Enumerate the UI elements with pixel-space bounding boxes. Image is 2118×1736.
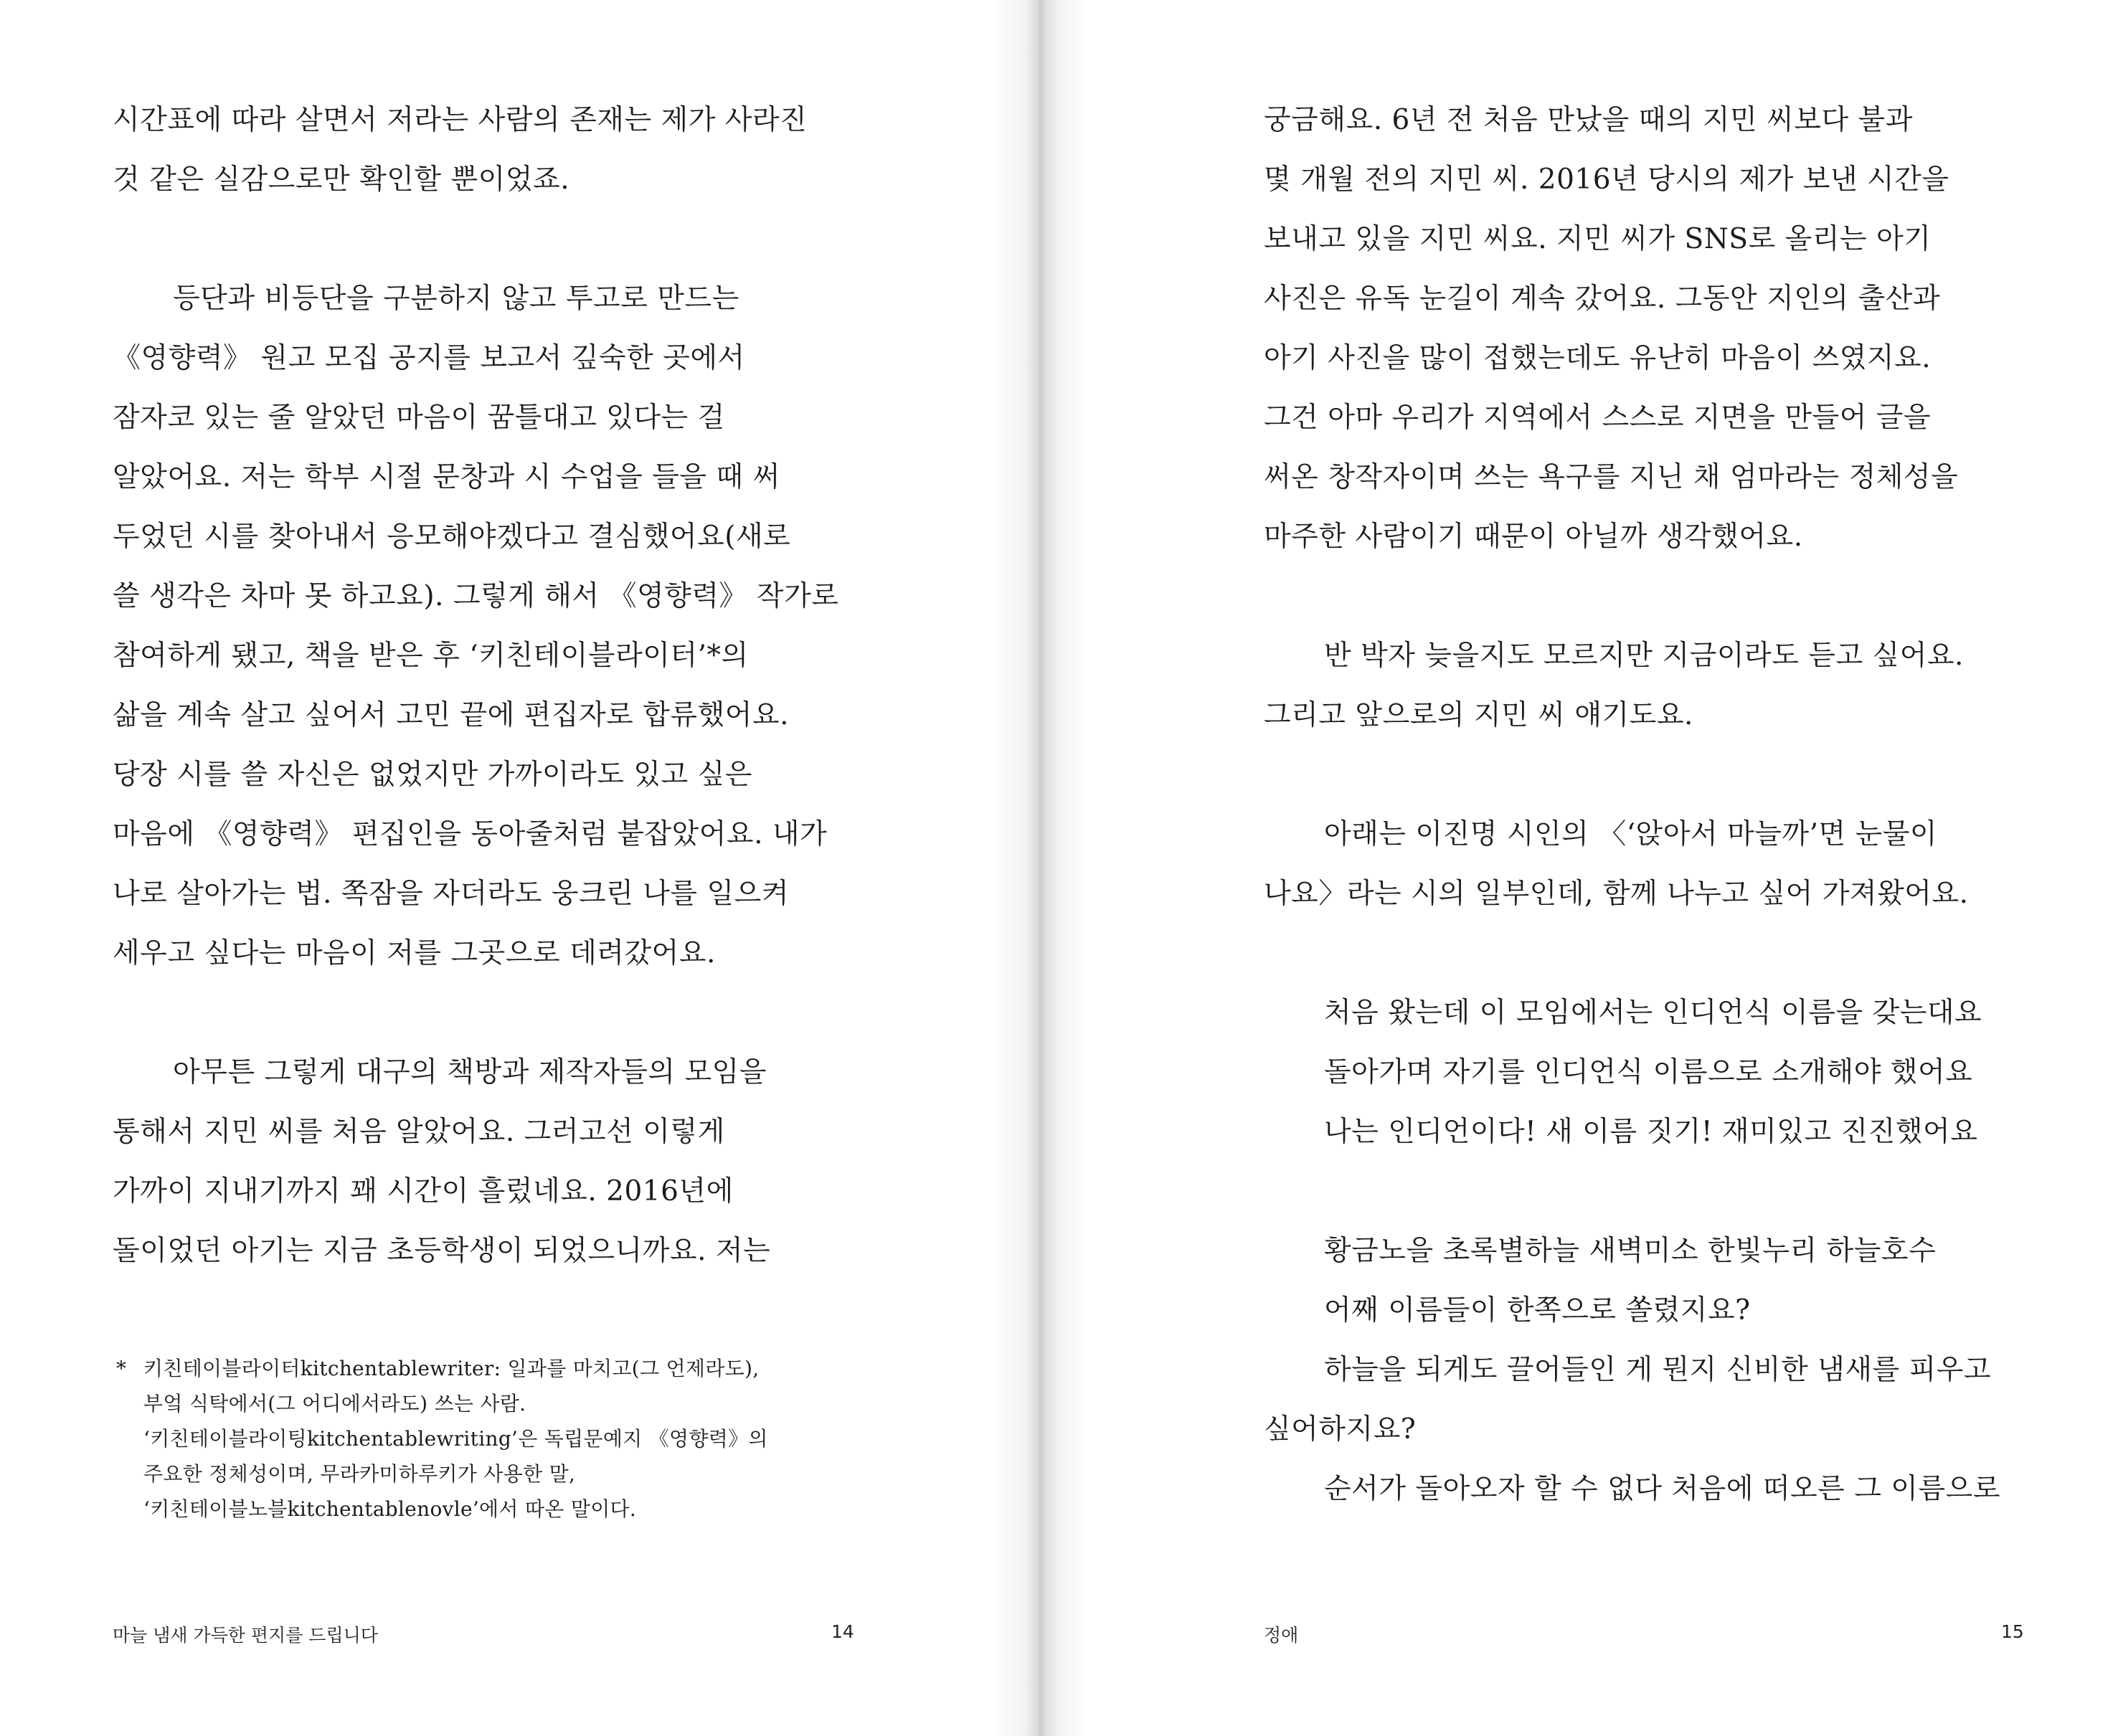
- paragraph-gap: [1264, 566, 2000, 626]
- running-title-left: 마늘 냄새 가득한 편지를 드립니다: [113, 1625, 378, 1646]
- body-line: 써온 창작자이며 쓰는 욕구를 지닌 채 엄마라는 정체성을: [1264, 461, 1959, 493]
- poem-line: 싶어하지요?: [1264, 1413, 1417, 1446]
- body-line: 반 박자 늦을지도 모르지만 지금이라도 듣고 싶어요.: [1324, 640, 1964, 672]
- page-number-left: 14: [831, 1621, 854, 1642]
- body-line: 삶을 계속 살고 싶어서 고민 끝에 편집자로 합류했어요.: [113, 699, 790, 731]
- body-line: 아무튼 그렇게 대구의 책방과 제작자들의 모임을: [173, 1056, 767, 1088]
- footnote-line: ‘키친테이블노블kitchentablenovle’에서 따온 말이다.: [143, 1497, 637, 1521]
- paragraph-gap: [113, 209, 838, 269]
- body-line: 궁금해요. 6년 전 처음 만났을 때의 지민 씨보다 불과: [1264, 104, 1913, 136]
- paragraph-gap: [1264, 1162, 2000, 1221]
- body-line: 쓸 생각은 차마 못 하고요). 그렇게 해서 《영향력》 작가로: [113, 580, 839, 612]
- footnote-mark: *: [116, 1357, 127, 1380]
- footnote-line: ‘키친테이블라이팅kitchentablewriting’은 독립문예지 《영향력》의: [143, 1427, 768, 1451]
- body-line: 그건 아마 우리가 지역에서 스스로 지면을 만들어 글을: [1264, 402, 1932, 434]
- running-title-right: 정애: [1264, 1625, 1299, 1646]
- body-line: 《영향력》 원고 모집 공지를 보고서 깊숙한 곳에서: [113, 342, 745, 374]
- body-line: 잠자코 있는 줄 알았던 마음이 꿈틀대고 있다는 걸: [113, 402, 725, 434]
- right-body-text: [1264, 90, 2000, 1519]
- body-line: 마주한 사람이기 때문이 아닐까 생각했어요.: [1264, 521, 1803, 553]
- body-line: 통해서 지민 씨를 처음 알았어요. 그러고선 이렇게: [113, 1116, 725, 1148]
- body-line: 나요〉라는 시의 일부인데, 함께 나누고 싶어 가져왔어요.: [1264, 878, 1969, 910]
- poem-line: 하늘을 되게도 끌어들인 게 뭔지 신비한 냄새를 피우고: [1324, 1354, 1992, 1386]
- body-line: 등단과 비등단을 구분하지 않고 투고로 만드는: [173, 283, 739, 315]
- body-line: 아기 사진을 많이 접했는데도 유난히 마음이 쓰였지요.: [1264, 342, 1932, 374]
- body-line: 두었던 시를 찾아내서 응모해야겠다고 결심했어요(새로: [113, 521, 791, 553]
- body-line: 참여하게 됐고, 책을 받은 후 ‘키친테이블라이터’*의: [113, 640, 749, 672]
- footnote-line: 부엌 식탁에서(그 어디에서라도) 쓰는 사람.: [143, 1392, 526, 1415]
- body-line: 몇 개월 전의 지민 씨. 2016년 당시의 제가 보낸 시간을: [1264, 163, 1949, 196]
- body-line: 마음에 《영향력》 편집인을 동아줄처럼 붙잡았어요. 내가: [113, 818, 828, 850]
- footnote-body: [143, 1351, 768, 1527]
- poem-line: 황금노을 초록별하늘 새벽미소 한빛누리 하늘호수: [1324, 1235, 1937, 1267]
- paragraph-gap: [1264, 924, 2000, 983]
- footnote: [116, 1351, 768, 1527]
- body-line: 나로 살아가는 법. 쪽잠을 자더라도 웅크린 나를 일으켜: [113, 878, 790, 910]
- page-number-right: 15: [2001, 1621, 2024, 1642]
- body-line: 당장 시를 쓸 자신은 없었지만 가까이라도 있고 싶은: [113, 759, 752, 791]
- body-line: 알았어요. 저는 학부 시절 문창과 시 수업을 들을 때 써: [113, 461, 780, 493]
- left-page: [0, 0, 1033, 1736]
- footnote-line: 키친테이블라이터kitchentablewriter: 일과를 마치고(그 언제라도),: [143, 1357, 760, 1380]
- footnote-line: 주요한 정체성이며, 무라카미하루키가 사용한 말,: [143, 1462, 576, 1486]
- poem-line: 처음 왔는데 이 모임에서는 인디언식 이름을 갖는대요: [1324, 997, 1982, 1029]
- paragraph-gap: [1264, 745, 2000, 805]
- body-line: 아래는 이진명 시인의 〈‘앉아서 마늘까’면 눈물이: [1324, 818, 1938, 850]
- left-body-text: [113, 90, 838, 1281]
- poem-line: 순서가 돌아오자 할 수 없다 처음에 떠오른 그 이름으로: [1324, 1473, 2001, 1505]
- body-line: 그리고 앞으로의 지민 씨 얘기도요.: [1264, 699, 1693, 731]
- poem-line: 나는 인디언이다! 새 이름 짓기! 재미있고 진진했어요: [1324, 1116, 1978, 1148]
- body-line: 가까이 지내기까지 꽤 시간이 흘렀네요. 2016년에: [113, 1175, 734, 1208]
- poem-line: 돌아가며 자기를 인디언식 이름으로 소개해야 했어요: [1324, 1056, 1973, 1088]
- body-line: 보내고 있을 지민 씨요. 지민 씨가 SNS로 올리는 아기: [1264, 223, 1932, 255]
- body-line: 세우고 싶다는 마음이 저를 그곳으로 데려갔어요.: [113, 937, 716, 969]
- paragraph-gap: [113, 983, 838, 1043]
- body-line: 돌이었던 아기는 지금 초등학생이 되었으니까요. 저는: [113, 1235, 771, 1267]
- book-spine-shadow: [990, 0, 1090, 1736]
- body-line: 것 같은 실감으로만 확인할 뿐이었죠.: [113, 163, 570, 196]
- right-page: [1062, 0, 2118, 1736]
- body-line: 사진은 유독 눈길이 계속 갔어요. 그동안 지인의 출산과: [1264, 283, 1941, 315]
- body-line: 시간표에 따라 살면서 저라는 사람의 존재는 제가 사라진: [113, 104, 808, 136]
- poem-line: 어째 이름들이 한쪽으로 쏠렸지요?: [1324, 1294, 1751, 1327]
